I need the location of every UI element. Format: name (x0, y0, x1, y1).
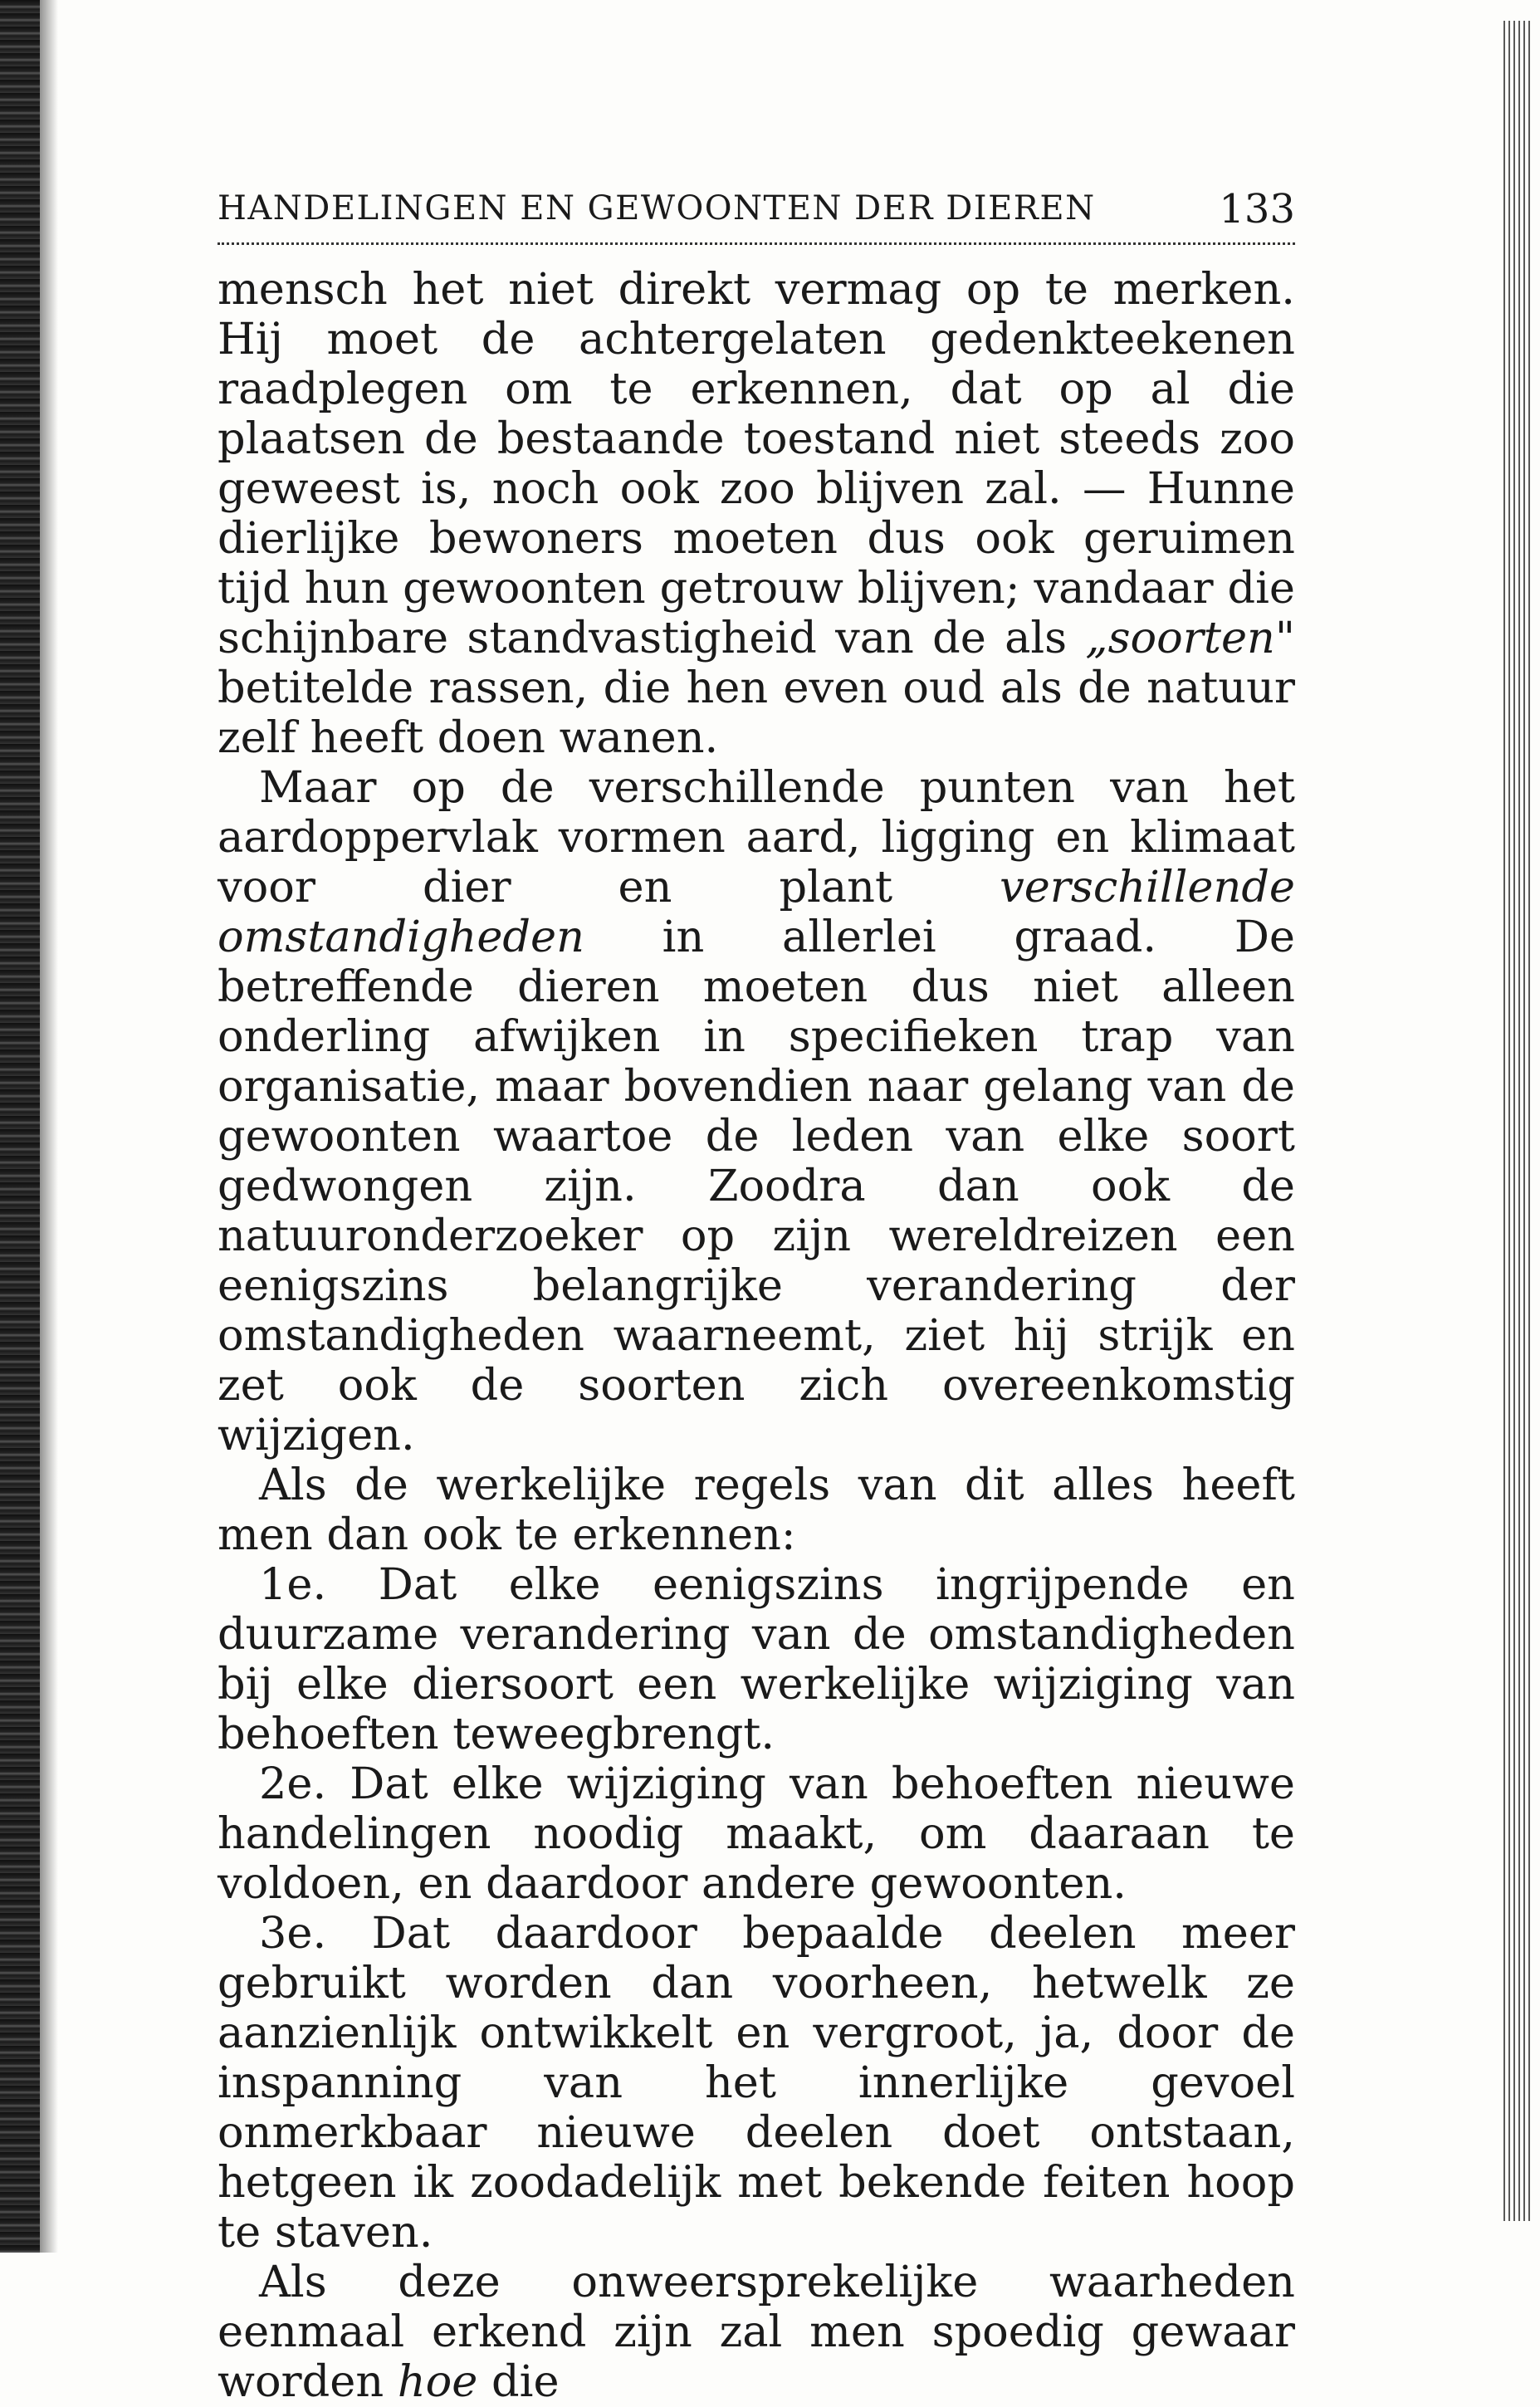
book-page (218, 183, 1295, 2407)
paragraph-4: Als deze onweersprekelijke waarheden eenmaal erkend zijn zal men spoedig gewaar worden hoe die (218, 2257, 1295, 2407)
list-number: 2e. (259, 1759, 327, 1809)
list-number: 1e. (259, 1559, 327, 1610)
page-number: 133 (1219, 186, 1295, 232)
running-head (218, 183, 1295, 245)
italic-term: verschillende omstandigheden (218, 862, 1295, 962)
paragraph-2: Maar op de verschillende punten van het aardoppervlak vormen aard, ligging en klimaat voor dier en plant verschillende omstandigheden in allerlei graad. De betreffende dieren moeten dus niet alleen onderling afwijken in specifieken trap van organisatie, maar bovendien naar gelang van de gewoonten waartoe de leden van elke soort gedwongen zijn. Zoodra dan ook de natuuronderzoeker op zijn wereldreizen een eenigszins belangrijke verandering der omstandigheden waarneemt, ziet hij strijk en zet ook de soorten zich overeenkomstig wijzigen. (218, 762, 1295, 1460)
list-item-1: 1e. Dat elke eenigszins ingrijpende en duurzame verandering van de omstandigheden bij elke diersoort een werkelijke wijziging van behoeften teweegbrengt. (218, 1559, 1295, 1759)
scan-right-edge (1503, 21, 1532, 2221)
list-item-3: 3e. Dat daardoor bepaalde deelen meer gebruikt worden dan voorheen, hetwelk ze aanzienlijk ontwikkelt en vergroot, ja, door de inspanning van het innerlijke gevoel onmerkbaar nieuwe deelen doet ontstaan, hetgeen ik zoodadelijk met bekende feiten hoop te staven. (218, 1908, 1295, 2258)
paragraph-3: Als de werkelijke regels van dit alles heeft men dan ook te erkennen: (218, 1460, 1295, 1560)
paragraph-1: mensch het niet direkt vermag op te merken. Hij moet de achtergelaten gedenkteekenen raadplegen om te erkennen, dat op al die plaatsen de bestaande toestand niet steeds zoo geweest is, noch ook zoo blijven zal. — Hunne dierlijke bewoners moeten dus ook geruimen tijd hun gewoonten getrouw blijven; vandaar die schijnbare standvastigheid van de als „soorten" betitelde rassen, die hen even oud als de natuur zelf heeft doen wanen. (218, 264, 1295, 763)
list-item-2: 2e. Dat elke wijziging van behoeften nieuwe handelingen noodig maakt, om daaraan te voldoen, en daardoor andere gewoonten. (218, 1759, 1295, 1909)
list-number: 3e. (259, 1908, 327, 1959)
body-text (218, 265, 1295, 2407)
scan-binding-edge (0, 0, 40, 2253)
italic-term: hoe (397, 2356, 478, 2407)
italic-term: „soorten" (1085, 613, 1295, 663)
running-title: HANDELINGEN EN GEWOONTEN DER DIEREN (218, 189, 1096, 227)
scan-binding-shadow (40, 0, 58, 2253)
